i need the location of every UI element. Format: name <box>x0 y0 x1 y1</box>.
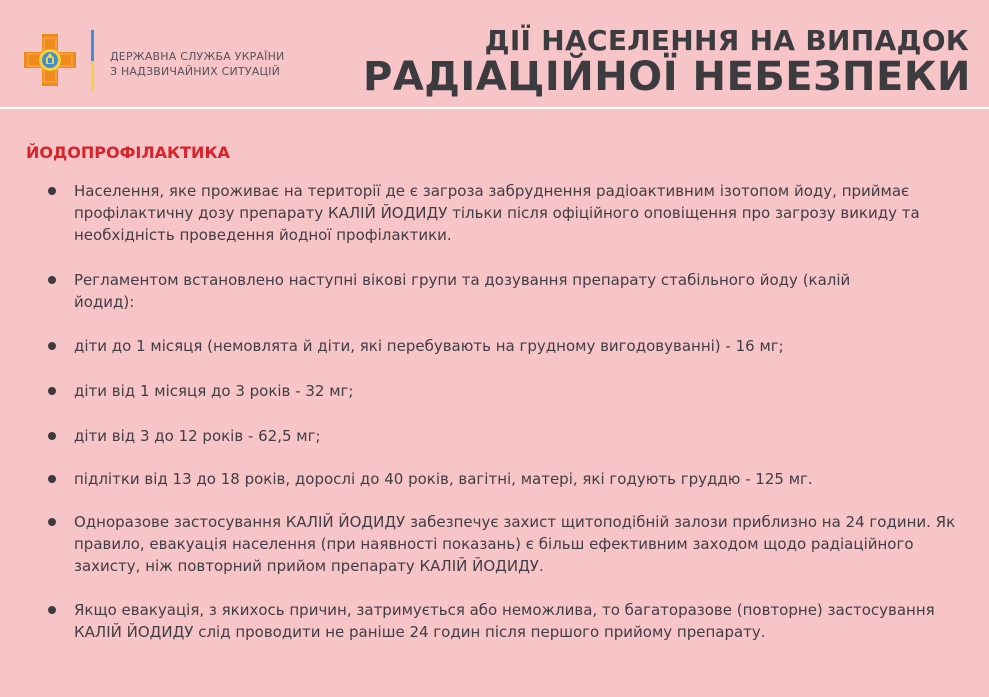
header-divider <box>0 107 989 109</box>
list-item-text: діти від 3 до 12 років - 62,5 мг; <box>74 427 321 445</box>
page-title-line-2: РАДІАЦІЙНОЇ НЕБЕЗПЕКИ <box>363 54 971 100</box>
list-item <box>50 269 970 313</box>
list-item <box>50 599 970 643</box>
list-item-text: діти від 1 місяця до 3 років - 32 мг; <box>74 382 354 400</box>
bullet-icon <box>48 432 56 440</box>
list-item <box>50 335 970 357</box>
list-item <box>50 511 970 577</box>
bullet-icon <box>48 518 56 526</box>
list-item-text: Одноразове застосування КАЛІЙ ЙОДИДУ забезпечує захист щитоподібній залози приблизно на 24 години. Як правило, евакуація населення (при наявності показань) є більш ефективним заходом щодо радіаційного захисту, ніж повторний прийом препарату КАЛІЙ ЙОДИДУ. <box>74 513 956 575</box>
list-item-text: Якщо евакуація, з якихось причин, затримується або неможлива, то багаторазове (повторне) застосування КАЛІЙ ЙОДИДУ слід проводити не раніше 24 годин після першого прийому препарату. <box>74 601 935 641</box>
org-line-1: ДЕРЖАВНА СЛУЖБА УКРАЇНИ <box>110 50 285 63</box>
list-item <box>50 180 970 246</box>
page-title-line-1: ДІЇ НАСЕЛЕННЯ НА ВИПАДОК <box>484 24 969 57</box>
header <box>0 0 989 108</box>
bullet-icon <box>48 387 56 395</box>
list-item <box>50 380 970 402</box>
list-item <box>50 425 970 447</box>
list-item <box>50 468 970 490</box>
bullet-icon <box>48 276 56 284</box>
section-title: ЙОДОПРОФІЛАКТИКА <box>26 143 230 162</box>
organization-name <box>110 49 284 79</box>
bullet-icon <box>48 606 56 614</box>
list-item-text: Населення, яке проживає на території де є загроза забруднення радіоактивним ізотопом йоду, приймає профілактичну дозу препарату КАЛІЙ ЙОДИДУ тільки після офіційного оповіщення про загрозу викиду та необхідність проведення йодної профілактики. <box>74 182 920 244</box>
bullet-icon <box>48 475 56 483</box>
flag-divider <box>91 30 94 92</box>
list-item-text: Регламентом встановлено наступні вікові групи та дозування препарату стабільного йоду (калій йодид): <box>74 271 851 311</box>
list-item-text: підлітки від 13 до 18 років, дорослі до 40 років, вагітні, матері, які годують груддю - 125 мг. <box>74 470 813 488</box>
org-line-2: З НАДЗВИЧАЙНИХ СИТУАЦІЙ <box>110 65 281 78</box>
emblem-cross-icon <box>22 32 78 88</box>
list-item-text: діти до 1 місяця (немовлята й діти, які перебувають на грудному вигодовуванні) - 16 мг; <box>74 337 784 355</box>
bullet-icon <box>48 342 56 350</box>
bullet-icon <box>48 187 56 195</box>
